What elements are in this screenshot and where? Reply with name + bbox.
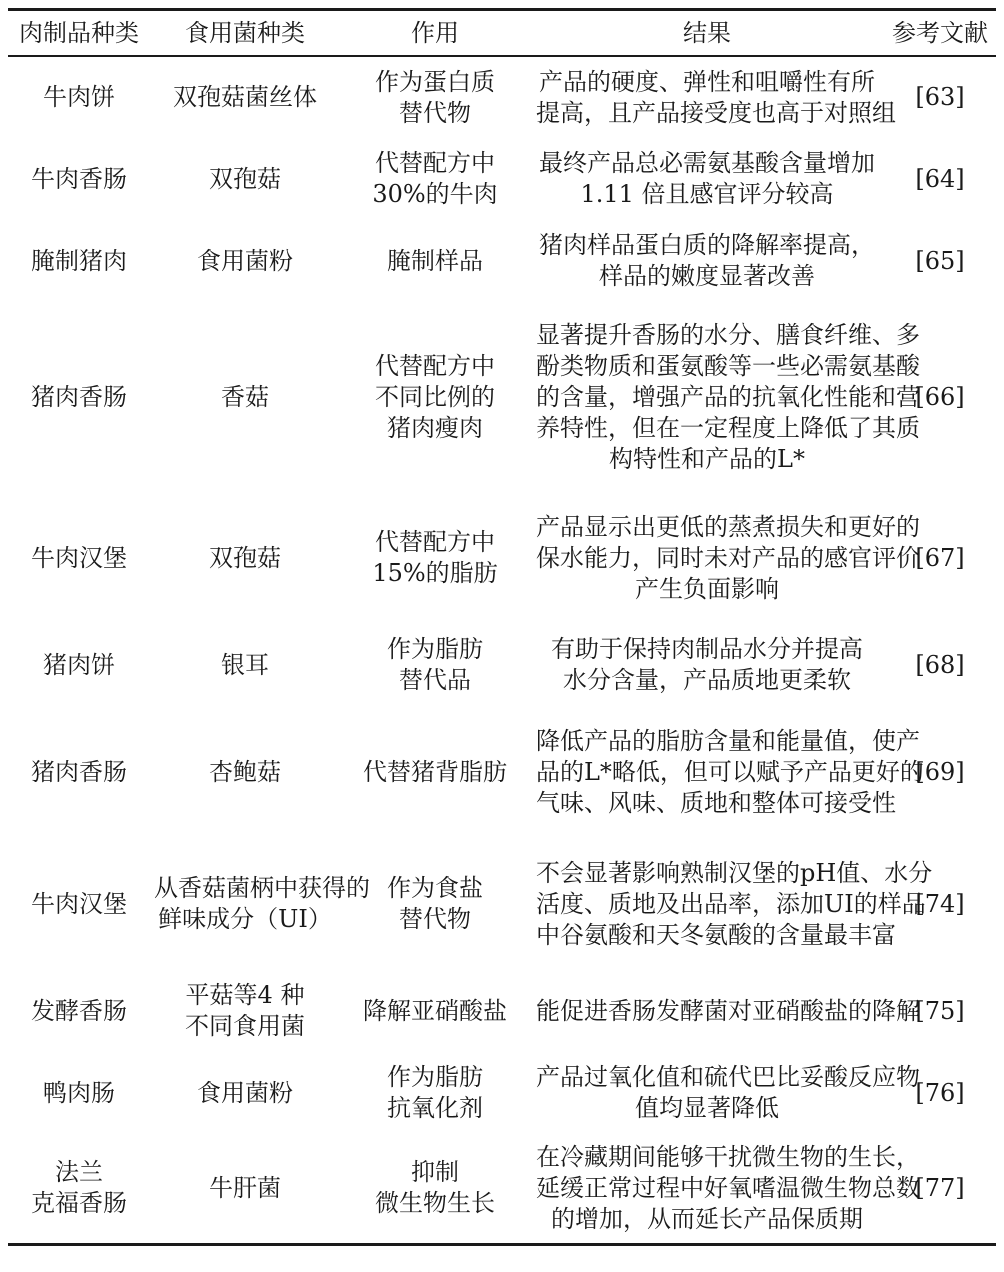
- cell-fungus-type-line: 双孢菇: [209, 543, 281, 572]
- cell-meat-type: [8, 970, 150, 1052]
- cell-fungus-type-line: 牛肝菌: [209, 1173, 281, 1202]
- cell-result: [530, 624, 884, 706]
- cell-result: [530, 302, 920, 492]
- table-row: [8, 1134, 996, 1244]
- cell-result-line: 活度、质地及出品率，添加UI的样品: [536, 889, 926, 918]
- cell-meat-type-line: 牛肉饼: [43, 83, 115, 111]
- meat-fungus-table: [8, 8, 996, 1246]
- cell-reference: [68]: [915, 650, 965, 679]
- cell-result-line: 水分含量，产品质地更柔软: [563, 666, 851, 694]
- cell-result-line: 酚类物质和蛋氨酸等一些必需氨基酸: [536, 351, 920, 380]
- cell-fungus-type: [150, 56, 340, 138]
- cell-result-line: 最终产品总必需氨基酸含量增加: [539, 149, 875, 177]
- cell-result-line: 养特性，但在一定程度上降低了其质: [536, 413, 920, 442]
- cell-result-line: 猪肉样品蛋白质的降解率提高，: [539, 231, 875, 259]
- cell-result: [530, 220, 884, 302]
- cell-role-line: 微生物生长: [375, 1189, 495, 1218]
- header-result: 结果: [530, 10, 884, 57]
- cell-role: [340, 220, 530, 302]
- cell-result-line: 不会显著影响熟制汉堡的pH值、水分: [536, 858, 933, 887]
- cell-result: [530, 56, 896, 138]
- cell-result-line: 构特性和产品的L*: [609, 444, 805, 473]
- cell-meat-type: [8, 220, 150, 302]
- cell-meat-type-line: 猪肉香肠: [31, 757, 127, 786]
- cell-role-line: 降解亚硝酸盐: [363, 996, 507, 1025]
- cell-result-line: 品的L*略低，但可以赋予产品更好的: [536, 757, 924, 786]
- cell-result: [530, 970, 920, 1052]
- table-row: [8, 138, 996, 220]
- cell-meat-type: [8, 706, 150, 838]
- cell-fungus-type-line: 食用菌粉: [197, 1078, 293, 1107]
- table-row: [8, 1052, 996, 1134]
- table-row: [8, 302, 996, 492]
- cell-role: [340, 838, 530, 970]
- cell-fungus-type: [150, 1052, 340, 1134]
- cell-reference: [63]: [915, 83, 965, 111]
- cell-role-line: 作为蛋白质: [375, 67, 495, 96]
- cell-role-line: 代替配方中: [375, 351, 495, 380]
- table-row: [8, 970, 996, 1052]
- cell-fungus-type-line: 香菇: [221, 382, 269, 411]
- cell-result-line: 在冷藏期间能够干扰微生物的生长，: [536, 1142, 920, 1171]
- cell-reference: [74]: [915, 889, 965, 918]
- cell-fungus-type: [150, 1134, 340, 1244]
- header-meat-type: 肉制品种类: [8, 10, 150, 57]
- table-row: [8, 838, 996, 970]
- cell-role-line: 代替猪背脂肪: [363, 757, 507, 786]
- cell-result: [530, 1134, 920, 1244]
- cell-meat-type: [8, 56, 150, 138]
- cell-role: [340, 970, 530, 1052]
- cell-result: [530, 838, 933, 970]
- cell-result-line: 值均显著降低: [635, 1094, 779, 1122]
- header-role: 作用: [340, 10, 530, 57]
- cell-reference: [64]: [915, 164, 965, 193]
- cell-result-line: 样品的嫩度显著改善: [599, 262, 815, 290]
- cell-role: [340, 492, 530, 624]
- cell-role: [340, 302, 530, 492]
- cell-result: [530, 706, 924, 838]
- cell-reference: [67]: [915, 543, 965, 572]
- cell-reference: [69]: [915, 757, 965, 786]
- cell-role-line: 替代物: [399, 905, 471, 933]
- cell-fungus-type-line: 不同食用菌: [185, 1012, 305, 1040]
- cell-fungus-type: [150, 302, 340, 492]
- table-row: [8, 492, 996, 624]
- cell-meat-type-line: 腌制猪肉: [31, 246, 127, 275]
- cell-fungus-type: [150, 838, 370, 970]
- cell-fungus-type-line: 银耳: [221, 650, 269, 679]
- cell-fungus-type-line: 食用菌粉: [197, 246, 293, 275]
- cell-fungus-type: [150, 970, 340, 1052]
- cell-reference: [76]: [915, 1078, 965, 1107]
- header-row: [8, 10, 996, 57]
- cell-fungus-type-line: 从香菇菌柄中获得的: [154, 874, 370, 902]
- cell-reference: [66]: [915, 382, 965, 411]
- cell-result-line: 延缓正常过程中好氧嗜温微生物总数: [536, 1173, 920, 1202]
- cell-role-line: 猪肉瘦肉: [387, 413, 483, 442]
- table-row: [8, 706, 996, 838]
- cell-fungus-type-line: 双孢菇: [209, 164, 281, 193]
- cell-meat-type-line: 牛肉汉堡: [31, 889, 127, 918]
- cell-result: [530, 138, 884, 220]
- cell-role-line: 代替配方中: [375, 528, 495, 556]
- cell-meat-type-line: 法兰: [55, 1158, 103, 1187]
- table-header: [8, 10, 996, 57]
- cell-result-line: 保水能力，同时未对产品的感官评价: [536, 543, 920, 572]
- cell-result-line: 中谷氨酸和天冬氨酸的含量最丰富: [536, 920, 896, 949]
- cell-role: [340, 138, 530, 220]
- cell-result-line: 产品过氧化值和硫代巴比妥酸反应物: [536, 1063, 920, 1091]
- table-row: [8, 56, 996, 138]
- cell-meat-type-line: 鸭肉肠: [43, 1078, 115, 1107]
- cell-meat-type-line: 发酵香肠: [31, 996, 127, 1025]
- cell-meat-type: [8, 138, 150, 220]
- cell-role-line: 腌制样品: [387, 246, 483, 275]
- cell-result-line: 产品显示出更低的蒸煮损失和更好的: [536, 512, 920, 541]
- cell-result-line: 的增加，从而延长产品保质期: [551, 1204, 863, 1233]
- table-row: [8, 220, 996, 302]
- cell-meat-type: [8, 492, 150, 624]
- cell-meat-type-line: 克福香肠: [31, 1189, 127, 1218]
- cell-reference: [65]: [915, 246, 965, 275]
- cell-role: [340, 1134, 530, 1244]
- cell-role-line: 抗氧化剂: [387, 1094, 483, 1122]
- cell-result-line: 提高，且产品接受度也高于对照组: [536, 98, 896, 127]
- cell-role-line: 15%的脂肪: [372, 559, 498, 587]
- cell-role: [340, 56, 530, 138]
- cell-result: [530, 1052, 920, 1134]
- cell-fungus-type: [150, 220, 340, 302]
- cell-fungus-type-line: 双孢菇菌丝体: [173, 83, 317, 111]
- cell-fungus-type-line: 杏鲍菇: [209, 757, 281, 786]
- table-body: [8, 56, 996, 1244]
- cell-meat-type-line: 牛肉香肠: [31, 164, 127, 193]
- cell-role: [340, 624, 530, 706]
- cell-result-line: 的含量，增强产品的抗氧化性能和营: [536, 382, 920, 411]
- cell-fungus-type: [150, 706, 340, 838]
- cell-role-line: 抑制: [411, 1158, 459, 1187]
- header-reference: 参考文献: [884, 10, 996, 57]
- cell-role-line: 作为食盐: [387, 874, 483, 902]
- cell-role-line: 代替配方中: [375, 149, 495, 177]
- cell-role-line: 替代物: [399, 98, 471, 127]
- cell-meat-type: [8, 302, 150, 492]
- cell-role-line: 作为脂肪: [387, 1063, 483, 1091]
- cell-result-line: 产品的硬度、弹性和咀嚼性有所: [539, 67, 875, 96]
- cell-meat-type: [8, 624, 150, 706]
- cell-fungus-type: [150, 624, 340, 706]
- cell-result-line: 气味、风味、质地和整体可接受性: [536, 788, 896, 817]
- cell-role-line: 不同比例的: [375, 382, 495, 411]
- cell-role: [340, 706, 530, 838]
- cell-meat-type-line: 猪肉饼: [43, 650, 115, 679]
- cell-meat-type-line: 猪肉香肠: [31, 382, 127, 411]
- cell-fungus-type-line: 平菇等4 种: [185, 981, 305, 1009]
- cell-role-line: 作为脂肪: [387, 635, 483, 663]
- cell-result: [530, 492, 920, 624]
- cell-result-line: 显著提升香肠的水分、膳食纤维、多: [536, 320, 920, 349]
- cell-result-line: 降低产品的脂肪含量和能量值，使产: [536, 726, 920, 755]
- cell-role-line: 30%的牛肉: [372, 180, 498, 208]
- data-table-container: [8, 8, 996, 1246]
- cell-fungus-type: [150, 138, 340, 220]
- cell-result-line: 1.11 倍且感官评分较高: [580, 180, 834, 208]
- cell-result-line: 有助于保持肉制品水分并提高: [551, 635, 863, 663]
- cell-fungus-type: [150, 492, 340, 624]
- header-fungus-type: 食用菌种类: [150, 10, 340, 57]
- cell-meat-type: [8, 838, 150, 970]
- cell-result-line: 能促进香肠发酵菌对亚硝酸盐的降解: [536, 996, 920, 1025]
- cell-reference: [77]: [884, 1134, 996, 1244]
- cell-role-line: 替代品: [399, 666, 471, 694]
- cell-reference: [75]: [915, 996, 965, 1025]
- cell-meat-type: [8, 1052, 150, 1134]
- cell-meat-type: [8, 1134, 150, 1244]
- cell-meat-type-line: 牛肉汉堡: [31, 543, 127, 572]
- cell-fungus-type-line: 鲜味成分（UI）: [158, 905, 332, 933]
- cell-result-line: 产生负面影响: [635, 574, 779, 603]
- table-row: [8, 624, 996, 706]
- cell-role: [340, 1052, 530, 1134]
